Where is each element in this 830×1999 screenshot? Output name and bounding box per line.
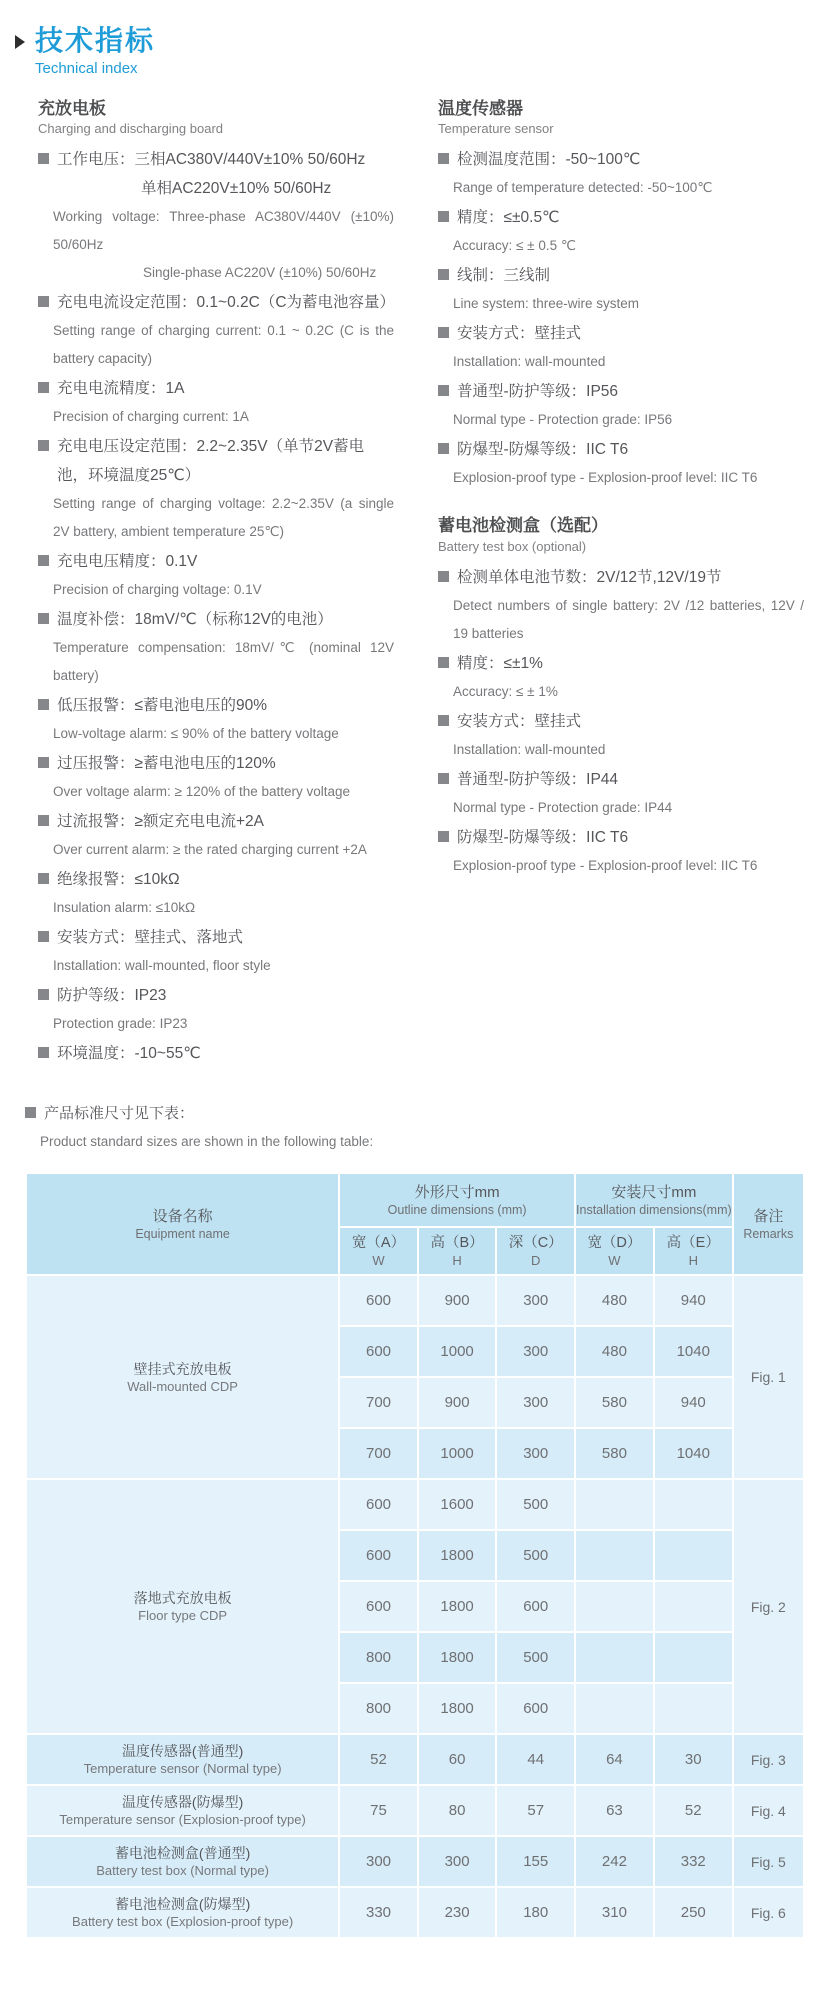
dimension-cell: 700 <box>340 1429 417 1478</box>
spec-text-zh: 检测温度范围：-50~100℃ <box>457 151 641 169</box>
spec-item <box>38 865 394 922</box>
dimension-cell: 242 <box>576 1837 653 1886</box>
col-header-remarks-en: Remarks <box>743 1226 794 1241</box>
table-row <box>27 1888 803 1937</box>
equipment-name-en: Temperature sensor (Explosion-proof type) <box>59 1812 306 1828</box>
dimension-cell: 1040 <box>655 1429 732 1478</box>
spec-text-zh: 充电电压设定范围：2.2~2.35V（单节2V蓄电池，环境温度25℃） <box>57 438 365 485</box>
page-subtitle: Technical index <box>35 59 138 77</box>
equipment-name-en: Temperature sensor (Normal type) <box>83 1761 282 1777</box>
spec-text-en: Single-phase AC220V (±10%) 50/60Hz <box>143 265 377 281</box>
table-row <box>27 1735 803 1784</box>
spec-item <box>38 923 394 980</box>
dimension-cell: 30 <box>655 1735 732 1784</box>
dimension-cell: 900 <box>419 1276 496 1325</box>
spec-text-en: Normal type - Protection grade: IP56 <box>453 412 673 428</box>
spec-text-zh: 检测单体电池节数：2V/12节,12V/19节 <box>457 568 722 586</box>
section-heading-zh: 充放电板 <box>38 98 106 118</box>
remark-cell: Fig. 2 <box>734 1480 803 1733</box>
dimension-cell: 1000 <box>419 1429 496 1478</box>
spec-text-zh: 安装方式：壁挂式 <box>457 712 582 730</box>
spec-text-en: Range of temperature detected: -50~100℃ <box>453 180 713 196</box>
square-bullet-icon <box>38 382 49 393</box>
dimension-cell: 180 <box>497 1888 574 1937</box>
spec-item <box>438 823 804 880</box>
spec-item <box>38 1039 394 1068</box>
table-row <box>27 1276 803 1325</box>
spec-item <box>438 435 804 492</box>
dimension-cell: 80 <box>419 1786 496 1835</box>
equipment-name-en: Battery test box (Normal type) <box>96 1863 269 1879</box>
dimension-cell: 250 <box>655 1888 732 1937</box>
square-bullet-icon <box>438 571 449 582</box>
col-subheader-zh: 宽（A） <box>351 1234 406 1251</box>
spec-list-battery-test-box <box>438 563 804 880</box>
equipment-name-zh: 壁挂式充放电板 <box>133 1360 232 1377</box>
remark-cell: Fig. 3 <box>734 1735 803 1784</box>
dimension-cell: 155 <box>497 1837 574 1886</box>
col-group-install-zh: 安装尺寸mm <box>611 1183 697 1201</box>
square-bullet-icon <box>438 657 449 668</box>
dimension-cell: 480 <box>576 1327 653 1376</box>
square-bullet-icon <box>38 931 49 942</box>
col-subheader-en: H <box>452 1252 462 1268</box>
square-bullet-icon <box>38 757 49 768</box>
equipment-name-zh: 蓄电池检测盒(普通型) <box>114 1845 251 1862</box>
equipment-name-zh: 蓄电池检测盒(防爆型) <box>114 1896 251 1913</box>
dimension-cell: 330 <box>340 1888 417 1937</box>
spec-item <box>438 765 804 822</box>
spec-text-en: Setting range of charging current: 0.1 ~ 0.2C (C is the battery capacity) <box>53 323 394 367</box>
col-subheader-3 <box>576 1228 653 1274</box>
table-row <box>27 1837 803 1886</box>
square-bullet-icon <box>38 440 49 451</box>
spec-text-en: Setting range of charging voltage: 2.2~2.35V (a single 2V battery, ambient temperature 25℃) <box>53 496 394 540</box>
dimension-cell: 52 <box>655 1786 732 1835</box>
section-heading-zh: 蓄电池检测盒（选配） <box>438 516 608 536</box>
col-group-outline-zh: 外形尺寸mm <box>414 1183 500 1201</box>
dimension-cell: 230 <box>419 1888 496 1937</box>
dimension-cell: 300 <box>419 1837 496 1886</box>
dimension-cell: 1800 <box>419 1684 496 1733</box>
square-bullet-icon <box>438 831 449 842</box>
dimension-cell: 75 <box>340 1786 417 1835</box>
spec-item <box>38 749 394 806</box>
square-bullet-icon <box>438 153 449 164</box>
col-group-install-en: Installation dimensions(mm) <box>576 1202 732 1217</box>
spec-text-zh: 环境温度：-10~55℃ <box>57 1045 201 1063</box>
dimension-cell: 600 <box>497 1582 574 1631</box>
spec-text-zh: 温度补偿：18mV/℃（标称12V的电池） <box>57 611 333 629</box>
dimension-cell <box>655 1480 732 1529</box>
square-bullet-icon <box>38 555 49 566</box>
spec-text-en: Precision of charging current: 1A <box>53 409 249 425</box>
dimension-cell: 600 <box>340 1531 417 1580</box>
square-bullet-icon <box>438 715 449 726</box>
remark-cell: Fig. 6 <box>734 1888 803 1937</box>
spec-text-en: Accuracy: ≤ ± 0.5 ℃ <box>453 238 577 254</box>
dimension-cell <box>576 1633 653 1682</box>
square-bullet-icon <box>438 269 449 280</box>
col-subheader-en: H <box>688 1252 698 1268</box>
page-title: 技术指标 <box>35 25 156 56</box>
dimension-cell: 64 <box>576 1735 653 1784</box>
dimension-cell <box>576 1480 653 1529</box>
col-subheader-zh: 宽（D） <box>587 1234 642 1251</box>
col-subheader-4 <box>655 1228 732 1274</box>
dimension-cell: 500 <box>497 1633 574 1682</box>
spec-text-zh: 防爆型-防爆等级：IIC T6 <box>457 441 629 459</box>
dimension-cell: 1000 <box>419 1327 496 1376</box>
column-charging-board <box>38 99 394 1069</box>
column-sensors <box>438 99 804 1069</box>
col-header-remarks-zh: 备注 <box>753 1207 784 1225</box>
spec-text-zh: 普通型-防护等级：IP56 <box>457 383 619 401</box>
col-group-outline-en: Outline dimensions (mm) <box>387 1202 527 1217</box>
col-group-installation-dimensions <box>576 1174 732 1226</box>
col-subheader-0 <box>340 1228 417 1274</box>
col-subheader-en: W <box>372 1252 385 1268</box>
dimension-cell <box>655 1582 732 1631</box>
spec-text-zh: 单相AC220V±10% 50/60Hz <box>141 180 332 198</box>
col-subheader-zh: 高（B） <box>430 1234 484 1251</box>
spec-item <box>38 374 394 431</box>
remark-cell: Fig. 5 <box>734 1837 803 1886</box>
square-bullet-icon <box>438 211 449 222</box>
spec-item <box>438 563 804 648</box>
spec-text-en: Explosion-proof type - Explosion-proof level: IIC T6 <box>453 857 758 873</box>
dimension-cell <box>655 1531 732 1580</box>
spec-item <box>38 605 394 690</box>
spec-item <box>38 288 394 373</box>
dimension-cell: 300 <box>497 1429 574 1478</box>
spec-text-zh: 工作电压：三相AC380V/440V±10% 50/60Hz <box>57 151 366 169</box>
dimension-cell: 940 <box>655 1276 732 1325</box>
arrow-right-icon <box>15 35 25 49</box>
dimension-cell: 300 <box>497 1378 574 1427</box>
spec-text-en: Low-voltage alarm: ≤ 90% of the battery voltage <box>53 726 339 742</box>
spec-text-en: Detect numbers of single battery: 2V /12 batteries, 12V / 19 batteries <box>453 597 804 641</box>
product-sizes-table <box>25 1172 805 1939</box>
dimension-cell: 1800 <box>419 1633 496 1682</box>
dimension-cell: 700 <box>340 1378 417 1427</box>
spec-item <box>438 319 804 376</box>
spec-text-zh: 充电电流精度：1A <box>57 380 185 398</box>
square-bullet-icon <box>438 773 449 784</box>
spec-item <box>38 691 394 748</box>
spec-text-en: Line system: three-wire system <box>453 296 640 312</box>
dimension-cell: 57 <box>497 1786 574 1835</box>
spec-text-zh: 过压报警：≥蓄电池电压的120% <box>57 755 276 773</box>
spec-text-en: Installation: wall-mounted <box>453 741 606 757</box>
spec-text-zh: 充电电流设定范围：0.1~0.2C（C为蓄电池容量） <box>57 294 396 312</box>
dimension-cell: 332 <box>655 1837 732 1886</box>
square-bullet-icon <box>38 613 49 624</box>
square-bullet-icon <box>38 1047 49 1058</box>
equipment-name-zh: 温度传感器(普通型) <box>121 1743 244 1760</box>
spec-text-en: Accuracy: ≤ ± 1% <box>453 683 558 699</box>
spec-text-en: Precision of charging voltage: 0.1V <box>53 582 262 598</box>
remark-cell: Fig. 4 <box>734 1786 803 1835</box>
section-heading-en: Temperature sensor <box>438 121 554 137</box>
square-bullet-icon <box>38 296 49 307</box>
section-heading-en: Charging and discharging board <box>38 121 224 137</box>
table-note-zh: 产品标准尺寸见下表： <box>44 1105 195 1123</box>
dimension-cell: 900 <box>419 1378 496 1427</box>
spec-item <box>38 145 394 287</box>
equipment-name-zh: 落地式充放电板 <box>133 1590 232 1607</box>
dimension-cell: 1800 <box>419 1531 496 1580</box>
dimension-cell: 60 <box>419 1735 496 1784</box>
dimension-cell: 580 <box>576 1429 653 1478</box>
dimension-cell: 300 <box>497 1276 574 1325</box>
spec-item <box>438 145 804 202</box>
dimension-cell: 800 <box>340 1633 417 1682</box>
dimension-cell: 580 <box>576 1378 653 1427</box>
square-bullet-icon <box>38 815 49 826</box>
dimension-cell <box>576 1531 653 1580</box>
table-row <box>27 1786 803 1835</box>
equipment-name-cell <box>27 1276 338 1478</box>
spec-item <box>38 807 394 864</box>
remark-cell: Fig. 1 <box>734 1276 803 1478</box>
dimension-cell: 600 <box>340 1582 417 1631</box>
square-bullet-icon <box>438 443 449 454</box>
spec-text-zh: 安装方式：壁挂式、落地式 <box>57 929 244 947</box>
square-bullet-icon <box>438 327 449 338</box>
spec-item <box>38 981 394 1038</box>
square-bullet-icon <box>38 699 49 710</box>
dimension-cell: 800 <box>340 1684 417 1733</box>
spec-text-en: Protection grade: IP23 <box>53 1016 188 1032</box>
spec-text-zh: 防护等级：IP23 <box>57 987 167 1005</box>
dimension-cell: 52 <box>340 1735 417 1784</box>
dimension-cell: 940 <box>655 1378 732 1427</box>
equipment-name-cell <box>27 1888 338 1937</box>
square-bullet-icon <box>38 873 49 884</box>
spec-text-en: Temperature compensation: 18mV/℃ (nominal 12V battery) <box>53 640 394 684</box>
dimension-cell <box>655 1633 732 1682</box>
spec-text-en: Installation: wall-mounted, floor style <box>53 958 271 974</box>
spec-item <box>438 649 804 706</box>
equipment-name-en: Wall-mounted CDP <box>127 1378 238 1394</box>
col-subheader-1 <box>419 1228 496 1274</box>
section-temperature-sensor <box>438 99 804 492</box>
dimension-cell: 63 <box>576 1786 653 1835</box>
equipment-name-en: Battery test box (Explosion-proof type) <box>72 1914 294 1930</box>
spec-text-zh: 普通型-防护等级：IP44 <box>457 770 619 788</box>
square-bullet-icon <box>38 153 49 164</box>
dimension-cell: 1800 <box>419 1582 496 1631</box>
dimension-cell: 310 <box>576 1888 653 1937</box>
col-subheader-2 <box>497 1228 574 1274</box>
equipment-name-zh: 温度传感器(防爆型) <box>121 1794 244 1811</box>
section-heading-en: Battery test box (optional) <box>438 538 587 554</box>
spec-item <box>438 707 804 764</box>
dimension-cell: 300 <box>497 1327 574 1376</box>
col-subheader-en: W <box>608 1252 621 1268</box>
spec-text-en: Over voltage alarm: ≥ 120% of the battery voltage <box>53 784 351 800</box>
spec-text-zh: 充电电压精度：0.1V <box>57 553 198 571</box>
col-subheader-zh: 深（C） <box>508 1234 563 1251</box>
dimension-cell <box>576 1684 653 1733</box>
spec-item <box>438 377 804 434</box>
dimension-cell: 500 <box>497 1531 574 1580</box>
dimension-cell <box>576 1582 653 1631</box>
spec-list-temperature-sensor <box>438 145 804 492</box>
dimension-cell: 600 <box>340 1276 417 1325</box>
equipment-name-en: Floor type CDP <box>138 1608 228 1624</box>
spec-text-zh: 精度：≤±1% <box>457 654 543 672</box>
spec-text-zh: 安装方式：壁挂式 <box>457 325 582 343</box>
spec-text-en: Normal type - Protection grade: IP44 <box>453 799 673 815</box>
equipment-name-cell <box>27 1480 338 1733</box>
spec-item <box>38 547 394 604</box>
spec-item <box>438 203 804 260</box>
square-bullet-icon <box>438 385 449 396</box>
dimension-cell: 300 <box>340 1837 417 1886</box>
spec-text-zh: 线制：三线制 <box>457 267 551 285</box>
spec-text-zh: 防爆型-防爆等级：IIC T6 <box>457 828 629 846</box>
square-bullet-icon <box>25 1107 36 1118</box>
section-battery-test-box <box>438 516 804 879</box>
col-subheader-zh: 高（E） <box>666 1234 720 1251</box>
dimension-cell: 600 <box>340 1480 417 1529</box>
table-note <box>25 1099 805 1156</box>
dimension-cell <box>655 1684 732 1733</box>
square-bullet-icon <box>38 989 49 1000</box>
spec-text-en: Explosion-proof type - Explosion-proof level: IIC T6 <box>453 470 758 486</box>
dimension-cell: 600 <box>497 1684 574 1733</box>
section-heading-zh: 温度传感器 <box>438 98 523 118</box>
spec-list-charging-board <box>38 145 394 1068</box>
table-row <box>27 1480 803 1529</box>
spec-text-zh: 精度：≤±0.5℃ <box>457 209 560 227</box>
spec-text-zh: 低压报警：≤蓄电池电压的90% <box>57 697 268 715</box>
spec-text-en: Insulation alarm: ≤10kΩ <box>53 900 196 916</box>
spec-item <box>38 432 394 546</box>
spec-columns <box>38 99 805 1069</box>
col-header-equipment-en: Equipment name <box>135 1226 230 1241</box>
page-header <box>13 26 805 77</box>
dimension-cell: 1600 <box>419 1480 496 1529</box>
spec-text-en: Installation: wall-mounted <box>453 354 606 370</box>
col-header-remarks <box>734 1174 803 1274</box>
equipment-name-cell <box>27 1786 338 1835</box>
dimension-cell: 600 <box>340 1327 417 1376</box>
spec-text-en: Working voltage: Three-phase AC380V/440V (±10%) 50/60Hz <box>53 209 394 253</box>
col-header-equipment-zh: 设备名称 <box>152 1207 213 1225</box>
spec-item <box>438 261 804 318</box>
dimension-cell: 500 <box>497 1480 574 1529</box>
col-group-outline-dimensions <box>340 1174 574 1226</box>
spec-text-zh: 过流报警：≥额定充电电流+2A <box>57 813 265 831</box>
equipment-name-cell <box>27 1735 338 1784</box>
col-header-equipment-name <box>27 1174 338 1274</box>
col-subheader-en: D <box>531 1252 541 1268</box>
dimension-cell: 480 <box>576 1276 653 1325</box>
spec-text-en: Over current alarm: ≥ the rated charging current +2A <box>53 842 367 858</box>
spec-text-zh: 绝缘报警：≤10kΩ <box>57 871 180 889</box>
dimension-cell: 44 <box>497 1735 574 1784</box>
table-note-en: Product standard sizes are shown in the following table: <box>40 1134 374 1150</box>
equipment-name-cell <box>27 1837 338 1886</box>
dimension-cell: 1040 <box>655 1327 732 1376</box>
